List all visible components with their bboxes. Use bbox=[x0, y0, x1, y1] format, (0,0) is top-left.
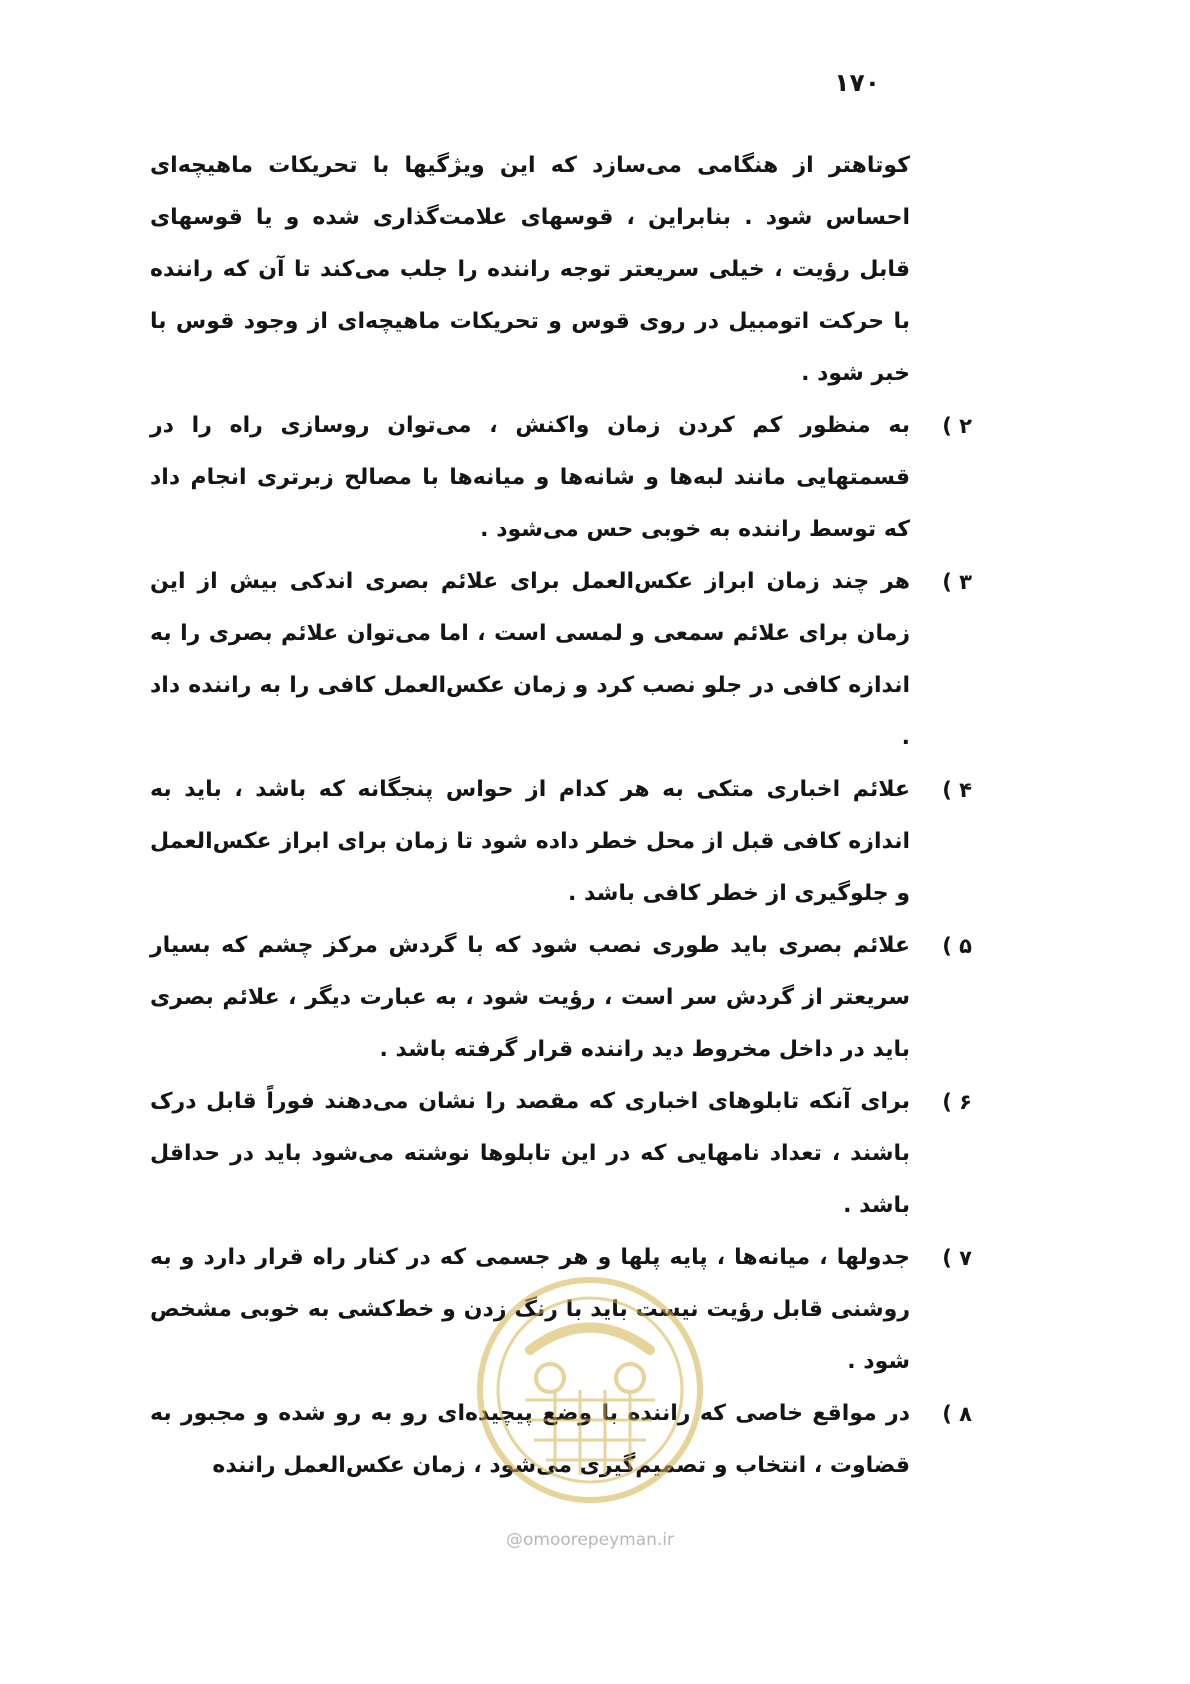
list-item bbox=[150, 764, 972, 920]
item-text: هر چند زمان ابراز عکس‌العمل برای علائم بصری اندکی بیش از این زمان برای علائم سمعی و لمسی است ، اما می‌توان علائم بصری را به اندازه کافی در جلو نصب کرد و زمان عکس‌العمل کافی را به راننده داد . bbox=[150, 569, 910, 750]
item-number: ۷ ) bbox=[942, 1246, 972, 1270]
list-item bbox=[150, 556, 972, 764]
item-text: علائم اخباری متکی به هر کدام از حواس پنجگانه که باشد ، باید به اندازه کافی قبل از محل خطر داده شود تا زمان برای ابراز عکس‌العمل و جلوگیری از خطر کافی باشد . bbox=[150, 777, 910, 906]
item-text: جدولها ، میانه‌ها ، پایه پلها و هر جسمی که در کنار راه قرار دارد و به روشنی قابل رؤیت نیست باید با رنگ زدن و خط‌کشی به خوبی مشخص شود . bbox=[150, 1245, 910, 1374]
item-number: ۸ ) bbox=[942, 1402, 972, 1426]
page-number: ۱۷۰ bbox=[834, 68, 880, 97]
watermark-url: @omoorepeyman.ir bbox=[505, 1530, 675, 1550]
item-text: به منظور کم کردن زمان واکنش ، می‌توان روسازی راه را در قسمتهایی مانند لبه‌ها و شانه‌ها و میانه‌ها با مصالح زبرتری انجام داد که توسط راننده به خوبی حس می‌شود . bbox=[150, 413, 910, 542]
item-number: ۶ ) bbox=[942, 1090, 972, 1114]
item-text: برای آنکه تابلوهای اخباری که مقصد را نشان می‌دهند فوراً قابل درک باشند ، تعداد نامهایی که در این تابلوها نوشته می‌شود باید در حداقل باشد . bbox=[150, 1089, 910, 1218]
list-item bbox=[150, 1076, 972, 1232]
item-number: ۳ ) bbox=[942, 570, 972, 594]
item-text: علائم بصری باید طوری نصب شود که با گردش مرکز چشم که بسیار سریعتر از گردش سر است ، رؤیت شود ، به عبارت دیگر ، علائم بصری باید در داخل مخروط دید راننده قرار گرفته باشد . bbox=[150, 933, 910, 1062]
item-number: ۲ ) bbox=[942, 414, 972, 438]
list-item bbox=[150, 400, 972, 556]
item-number: ۵ ) bbox=[942, 934, 972, 958]
item-number: ۴ ) bbox=[942, 778, 972, 802]
watermark-seal-icon bbox=[470, 1270, 710, 1510]
intro-paragraph: کوتاهتر از هنگامی می‌سازد که این ویژگیها با تحریکات ماهیچه‌ای احساس شود . بنابراین ، قوسهای علامت‌گذاری شده و یا قوسهای قابل رؤیت ، خیلی سریعتر توجه راننده را جلب می‌کند تا آن که راننده با حرکت اتومبیل در روی قوس و تحریکات ماهیچه‌ای از وجود قوس با خبر شود . bbox=[150, 153, 910, 386]
item-text: در مواقع خاصی که راننده با وضع پیچیده‌ای رو به رو شده و مجبور به قضاوت ، انتخاب و تصمیم‌گیری می‌شود ، زمان عکس‌العمل راننده bbox=[150, 1401, 910, 1478]
list-item bbox=[150, 920, 972, 1076]
